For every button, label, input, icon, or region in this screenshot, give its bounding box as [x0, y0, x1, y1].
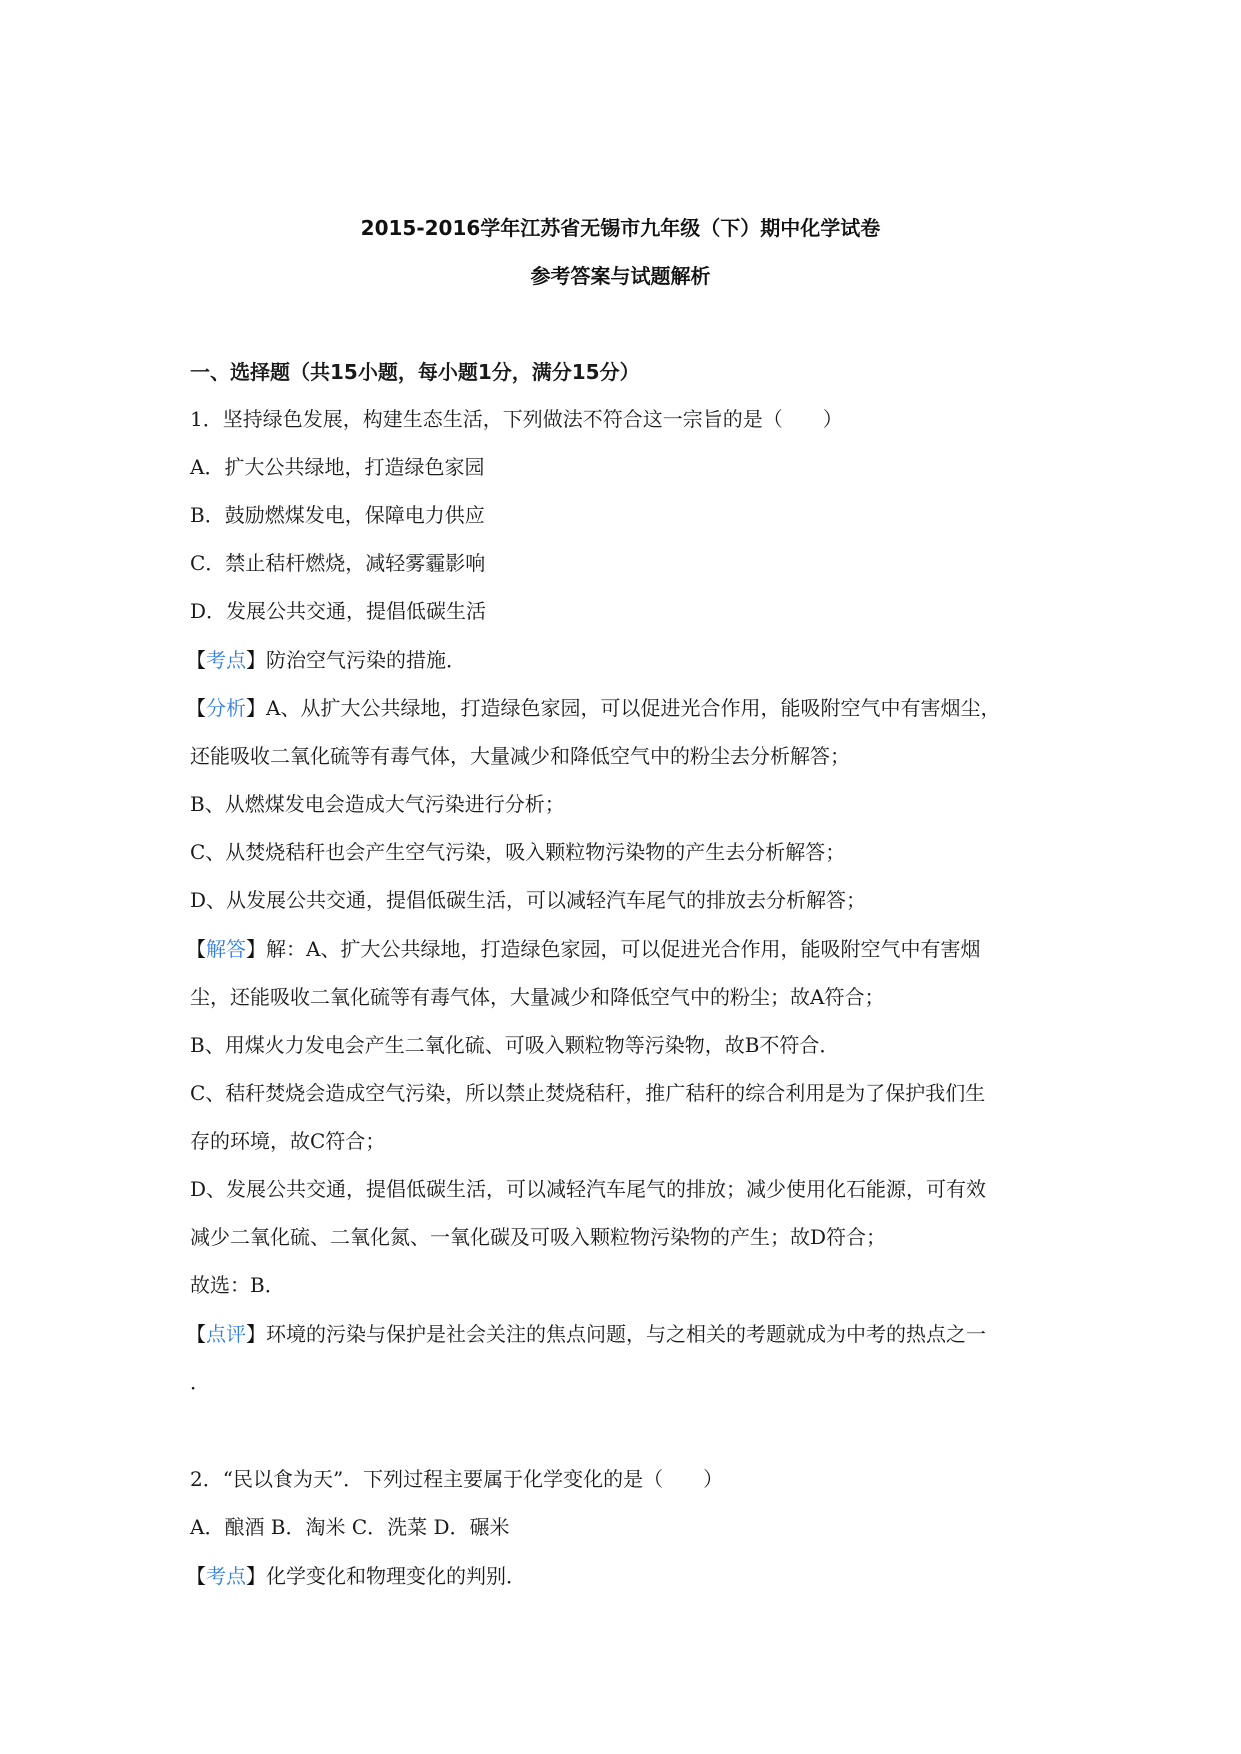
- dianping-text: 环境的污染与保护是社会关注的焦点问题，与之相关的考题就成为中考的热点之一: [266, 1322, 986, 1346]
- fenxi-line-1: A、从扩大公共绿地，打造绿色家园，可以促进光合作用，能吸附空气中有害烟尘，: [266, 696, 1001, 720]
- kaodian-text: 防治空气污染的措施．: [266, 648, 466, 672]
- dianping-tag: 点评: [206, 1322, 246, 1346]
- question-1-kaodian: 【考点】防治空气污染的措施．: [186, 648, 466, 672]
- question-1-fenxi: 【分析】A、从扩大公共绿地，打造绿色家园，可以促进光合作用，能吸附空气中有害烟尘，: [186, 696, 1001, 720]
- fenxi-line-3: B、从燃煤发电会造成大气污染进行分析；: [190, 792, 565, 816]
- jieda-line-2: 尘，还能吸收二氧化硫等有毒气体，大量减少和降低空气中的粉尘；故A符合；: [190, 985, 885, 1009]
- jieda-line-4: C、秸秆焚烧会造成空气污染，所以禁止焚烧秸秆，推广秸秆的综合利用是为了保护我们生: [190, 1081, 986, 1105]
- jieda-line-8: 故选：B．: [190, 1273, 285, 1297]
- document-title: 2015-2016学年江苏省无锡市九年级（下）期中化学试卷: [360, 216, 881, 240]
- jieda-tag: 解答: [206, 937, 246, 961]
- jieda-line-5: 存的环境，故C符合；: [190, 1129, 386, 1153]
- question-1-stem: 1．坚持绿色发展，构建生态生活，下列做法不符合这一宗旨的是（ ）: [190, 407, 843, 431]
- document-subtitle: 参考答案与试题解析: [530, 264, 711, 288]
- fenxi-line-5: D、从发展公共交通，提倡低碳生活，可以减轻汽车尾气的排放去分析解答；: [190, 888, 867, 912]
- kaodian-tag: 考点: [206, 1564, 246, 1588]
- question-1-jieda: 【解答】解：A、扩大公共绿地，打造绿色家园，可以促进光合作用，能吸附空气中有害烟: [186, 937, 981, 961]
- kaodian-tag: 考点: [206, 648, 246, 672]
- jieda-line-7: 减少二氧化硫、二氧化氮、一氧化碳及可吸入颗粒物污染物的产生；故D符合；: [190, 1225, 887, 1249]
- question-1-option-b: B．鼓励燃煤发电，保障电力供应: [190, 503, 485, 527]
- fenxi-tag: 分析: [206, 696, 246, 720]
- question-2-kaodian: 【考点】化学变化和物理变化的判别．: [186, 1564, 526, 1588]
- jieda-line-1: 解：A、扩大公共绿地，打造绿色家园，可以促进光合作用，能吸附空气中有害烟: [266, 937, 981, 961]
- question-2-stem: 2．“民以食为天”．下列过程主要属于化学变化的是（ ）: [190, 1467, 724, 1491]
- section-heading: 一、选择题（共15小题，每小题1分，满分15分）: [190, 360, 640, 384]
- question-1-dianping: 【点评】环境的污染与保护是社会关注的焦点问题，与之相关的考题就成为中考的热点之一: [186, 1322, 986, 1346]
- question-2-options: A．酿酒 B．淘米 C．洗菜 D．碾米: [190, 1515, 510, 1539]
- fenxi-line-4: C、从焚烧秸秆也会产生空气污染，吸入颗粒物污染物的产生去分析解答；: [190, 840, 846, 864]
- kaodian-text: 化学变化和物理变化的判别．: [266, 1564, 526, 1588]
- question-1-option-a: A．扩大公共绿地，打造绿色家园: [190, 455, 485, 479]
- jieda-line-3: B、用煤火力发电会产生二氧化硫、可吸入颗粒物等污染物，故B不符合．: [190, 1033, 840, 1057]
- jieda-line-6: D、发展公共交通，提倡低碳生活，可以减轻汽车尾气的排放；减少使用化石能源，可有效: [190, 1177, 987, 1201]
- question-1-option-c: C．禁止秸杆燃烧，减轻雾霾影响: [190, 551, 486, 575]
- fenxi-line-2: 还能吸收二氧化硫等有毒气体，大量减少和降低空气中的粉尘去分析解答；: [190, 744, 850, 768]
- question-1-option-d: D．发展公共交通，提倡低碳生活: [190, 599, 487, 623]
- dianping-end: ．: [190, 1370, 210, 1394]
